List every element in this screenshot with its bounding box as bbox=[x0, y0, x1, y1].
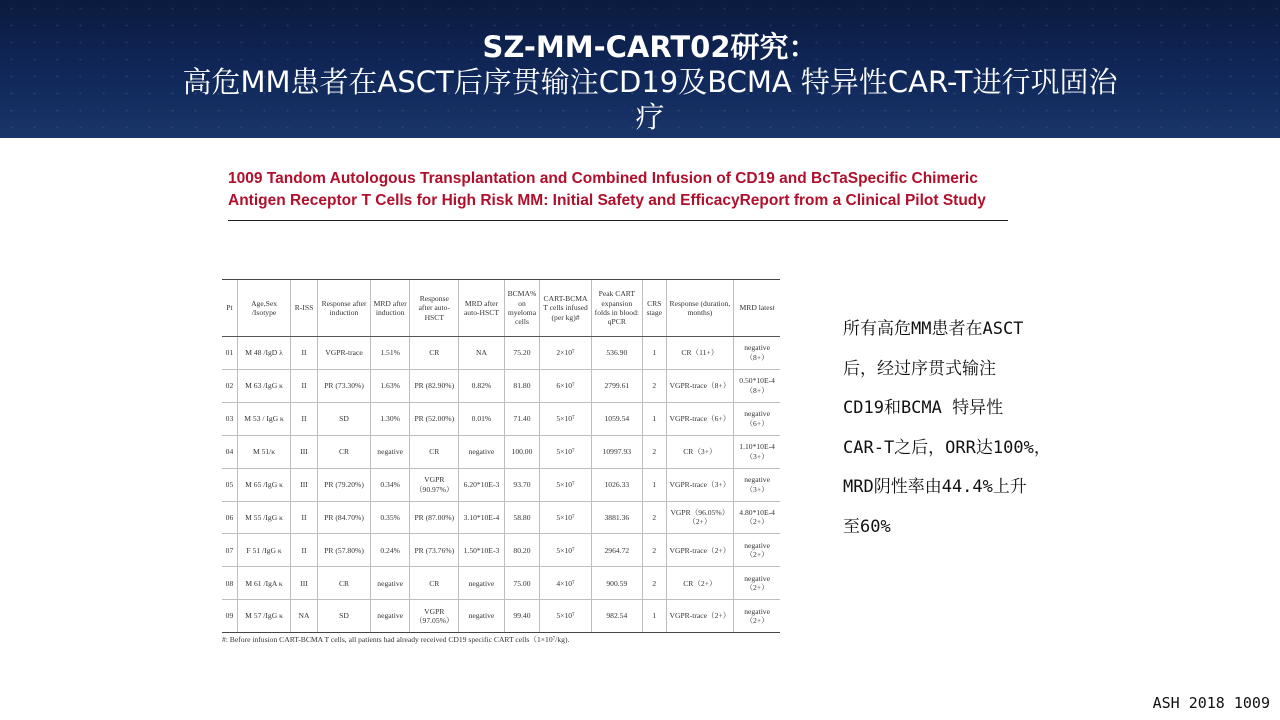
table-cell: VGPR （90.97%） bbox=[410, 468, 459, 501]
abstract-title-line-1: 1009 Tandom Autologous Transplantation and Combined Infusion of CD19 and BcTaSpecific Chimeric bbox=[228, 170, 978, 187]
table-row bbox=[222, 402, 780, 435]
table-cell: M 48 /IgD λ bbox=[237, 337, 290, 370]
table-cell: 5×10⁷ bbox=[540, 435, 591, 468]
summary-text bbox=[843, 310, 1083, 547]
table-cell: negative （2+） bbox=[734, 534, 780, 567]
table-cell: 1 bbox=[642, 402, 666, 435]
table-cell: 2 bbox=[642, 369, 666, 402]
table-cell: VGPR （97.05%） bbox=[410, 600, 459, 632]
header-cell: Response after induction bbox=[317, 280, 370, 337]
table-row bbox=[222, 337, 780, 370]
header-cell: R-ISS bbox=[291, 280, 318, 337]
table-cell: 1.30% bbox=[371, 402, 410, 435]
summary-line: CD19和BCMA 特异性 bbox=[843, 398, 1004, 418]
table-cell: 1.50*10E-3 bbox=[459, 534, 504, 567]
table-cell: PR (87.00%) bbox=[410, 501, 459, 534]
table-cell: 5×10⁷ bbox=[540, 402, 591, 435]
title-line-3: 疗 bbox=[635, 100, 665, 134]
table-cell: 1.51% bbox=[371, 337, 410, 370]
table-cell: 5×10⁷ bbox=[540, 600, 591, 632]
table-row bbox=[222, 534, 780, 567]
table-cell: III bbox=[291, 567, 318, 600]
table-cell: 4.80*10E-4 （2+） bbox=[734, 501, 780, 534]
table-cell: 75.20 bbox=[504, 337, 540, 370]
table-cell: CR bbox=[317, 567, 370, 600]
table-cell: PR (84.70%) bbox=[317, 501, 370, 534]
table-cell: PR (57.80%) bbox=[317, 534, 370, 567]
table-cell: 1 bbox=[642, 337, 666, 370]
table-cell: 0.35% bbox=[371, 501, 410, 534]
table-cell: VGPR-trace（2+） bbox=[666, 600, 734, 632]
table-cell: 0.34% bbox=[371, 468, 410, 501]
table-cell: 5×10⁷ bbox=[540, 501, 591, 534]
table-cell: CR bbox=[410, 567, 459, 600]
table-cell: 2×10⁷ bbox=[540, 337, 591, 370]
table-cell: M 61 /IgA κ bbox=[237, 567, 290, 600]
table-cell: CR bbox=[410, 435, 459, 468]
table-cell: 0.82% bbox=[459, 369, 504, 402]
header-cell: BCMA% on myeloma cells bbox=[504, 280, 540, 337]
table-cell: 1059.54 bbox=[591, 402, 642, 435]
table-cell: M 53 / IgG κ bbox=[237, 402, 290, 435]
table-cell: negative （3+） bbox=[734, 468, 780, 501]
table-cell: 1026.33 bbox=[591, 468, 642, 501]
header-cell: CART-BCMA T cells infused (per kg)# bbox=[540, 280, 591, 337]
table-cell: negative （8+） bbox=[734, 337, 780, 370]
table-cell: 6×10⁷ bbox=[540, 369, 591, 402]
table-cell: negative （2+） bbox=[744, 606, 770, 626]
table-cell: 2 bbox=[642, 534, 666, 567]
table-cell: negative bbox=[459, 567, 504, 600]
table-cell: PR (73.30%) bbox=[317, 369, 370, 402]
table-cell: CR（3+） bbox=[666, 435, 734, 468]
table-cell: PR (79.20%) bbox=[317, 468, 370, 501]
table-cell: II bbox=[291, 402, 318, 435]
table-cell: CR bbox=[317, 435, 370, 468]
table-cell: VGPR-trace bbox=[317, 337, 370, 370]
table-cell: 75.00 bbox=[504, 567, 540, 600]
table-cell: 10997.93 bbox=[591, 435, 642, 468]
table-cell: 58.80 bbox=[504, 501, 540, 534]
table-cell: F 51 /IgG κ bbox=[237, 534, 290, 567]
table-cell: 1 bbox=[642, 600, 666, 632]
table-row bbox=[222, 600, 780, 632]
table-cell: negative bbox=[459, 600, 504, 632]
table-footnote: #: Before infusion CART-BCMA T cells, all patients had already received CD19 specific CART cells（1×10⁷/kg). bbox=[222, 635, 570, 644]
table-cell: II bbox=[291, 337, 318, 370]
table-cell: VGPR-trace（2+） bbox=[666, 534, 734, 567]
table-cell: 2 bbox=[642, 567, 666, 600]
table-cell: 1.63% bbox=[371, 369, 410, 402]
table-cell: 99.40 bbox=[504, 600, 540, 632]
table-cell: 2964.72 bbox=[591, 534, 642, 567]
table-cell: PR (52.00%) bbox=[410, 402, 459, 435]
table-cell: 4×10⁷ bbox=[540, 567, 591, 600]
summary-line: 后，经过序贯式输注 bbox=[843, 358, 996, 379]
table-cell: 100.00 bbox=[504, 435, 540, 468]
abstract-title-line-2: Antigen Receptor T Cells for High Risk MM: Initial Safety and EfficacyReport from a Clinical Pilot Study bbox=[228, 192, 986, 209]
header-cell: Peak CART expansion folds in blood: qPCR bbox=[591, 280, 642, 337]
table-cell: 0.01% bbox=[459, 402, 504, 435]
table-cell: III bbox=[291, 435, 318, 468]
table-cell: M 55 /IgG κ bbox=[237, 501, 290, 534]
table-cell: 2799.61 bbox=[591, 369, 642, 402]
table-cell: 71.40 bbox=[504, 402, 540, 435]
table-cell: negative bbox=[371, 435, 410, 468]
table-cell: 5×10⁷ bbox=[540, 468, 591, 501]
header-cell: CRS stage bbox=[642, 280, 666, 337]
table-cell: 81.80 bbox=[504, 369, 540, 402]
summary-line: 所有高危MM患者在ASCT bbox=[843, 319, 1024, 339]
header-cell: Response after auto-HSCT bbox=[410, 280, 459, 337]
table-cell: 3.10*10E-4 bbox=[459, 501, 504, 534]
table-row bbox=[222, 468, 780, 501]
table-cell: 1 bbox=[642, 468, 666, 501]
table-cell: NA bbox=[291, 600, 318, 632]
table-cell: II bbox=[291, 501, 318, 534]
table-cell: 01 bbox=[222, 337, 237, 370]
table-cell: 0.50*10E-4 （8+） bbox=[734, 369, 780, 402]
table-cell: VGPR-trace（8+） bbox=[666, 369, 734, 402]
table-row bbox=[222, 567, 780, 600]
table-cell: 1.10*10E-4 （3+） bbox=[734, 435, 780, 468]
table-cell: 04 bbox=[222, 435, 237, 468]
table-cell: SD bbox=[317, 600, 370, 632]
table-cell: 2 bbox=[642, 435, 666, 468]
conference-label: ASH 2018 1009 bbox=[1152, 694, 1270, 712]
table-cell: M 65 /IgG κ bbox=[237, 468, 290, 501]
table-cell: III bbox=[291, 468, 318, 501]
table-cell: 5×10⁷ bbox=[540, 534, 591, 567]
table-cell: 07 bbox=[222, 534, 237, 567]
table-cell: 93.70 bbox=[504, 468, 540, 501]
table-cell: 09 bbox=[222, 600, 237, 632]
table-cell: CR（2+） bbox=[666, 567, 734, 600]
table-cell: NA bbox=[459, 337, 504, 370]
table-cell: 2 bbox=[642, 501, 666, 534]
table-cell: II bbox=[291, 534, 318, 567]
results-table bbox=[222, 279, 780, 633]
table-cell: M 51/κ bbox=[237, 435, 290, 468]
table-cell: 3881.36 bbox=[591, 501, 642, 534]
table-cell: VGPR-trace（6+） bbox=[666, 402, 734, 435]
table-cell: 80.20 bbox=[504, 534, 540, 567]
summary-line: 至60% bbox=[843, 516, 891, 537]
title-line-2: 高危MM患者在ASCT后序贯输注CD19及BCMA 特异性CAR-T进行巩固治 bbox=[182, 65, 1118, 99]
header-cell: MRD after auto-HSCT bbox=[459, 280, 504, 337]
abstract-title bbox=[228, 168, 1028, 212]
table-cell: 982.54 bbox=[591, 600, 642, 632]
table-cell: negative bbox=[459, 435, 504, 468]
slide-title bbox=[150, 30, 1150, 135]
header-cell: MRD after induction bbox=[371, 280, 410, 337]
table-cell: VGPR-trace（3+） bbox=[666, 468, 734, 501]
table-cell: 6.20*10E-3 bbox=[459, 468, 504, 501]
table-cell: 02 bbox=[222, 369, 237, 402]
table-cell: 08 bbox=[222, 567, 237, 600]
title-line-1: SZ-MM-CART02研究： bbox=[482, 30, 818, 64]
table-cell: PR (73.76%) bbox=[410, 534, 459, 567]
table-cell: M 57 /IgG κ bbox=[237, 600, 290, 632]
table-cell: 536.90 bbox=[591, 337, 642, 370]
table-cell: CR bbox=[410, 337, 459, 370]
table-header-row bbox=[222, 280, 780, 337]
summary-line: MRD阴性率由44.4%上升 bbox=[843, 477, 1027, 497]
table-cell: 900.59 bbox=[591, 567, 642, 600]
header-cell: Pt bbox=[222, 280, 237, 337]
table-cell: negative （2+） bbox=[734, 567, 780, 600]
summary-line: CAR-T之后，ORR达100%， bbox=[843, 437, 1051, 458]
divider bbox=[228, 220, 1008, 221]
table-cell: VGPR（96.05%）（2+） bbox=[666, 501, 734, 534]
table-cell: 0.24% bbox=[371, 534, 410, 567]
table-cell: SD bbox=[317, 402, 370, 435]
table-cell: 06 bbox=[222, 501, 237, 534]
header-cell: MRD latest bbox=[734, 280, 780, 337]
table-row bbox=[222, 369, 780, 402]
table-cell: PR (82.90%) bbox=[410, 369, 459, 402]
table-cell: 03 bbox=[222, 402, 237, 435]
table-cell: negative bbox=[371, 600, 410, 632]
table-cell: II bbox=[291, 369, 318, 402]
table-cell: 05 bbox=[222, 468, 237, 501]
header-cell: Age,Sex /Isotype bbox=[237, 280, 290, 337]
table-cell: CR（11+） bbox=[666, 337, 734, 370]
table-cell: negative bbox=[371, 567, 410, 600]
table-row bbox=[222, 435, 780, 468]
table-cell: M 63 /IgG κ bbox=[237, 369, 290, 402]
table-cell: negative （6+） bbox=[734, 402, 780, 435]
table-row bbox=[222, 501, 780, 534]
header-cell: Response (duration, months) bbox=[666, 280, 734, 337]
